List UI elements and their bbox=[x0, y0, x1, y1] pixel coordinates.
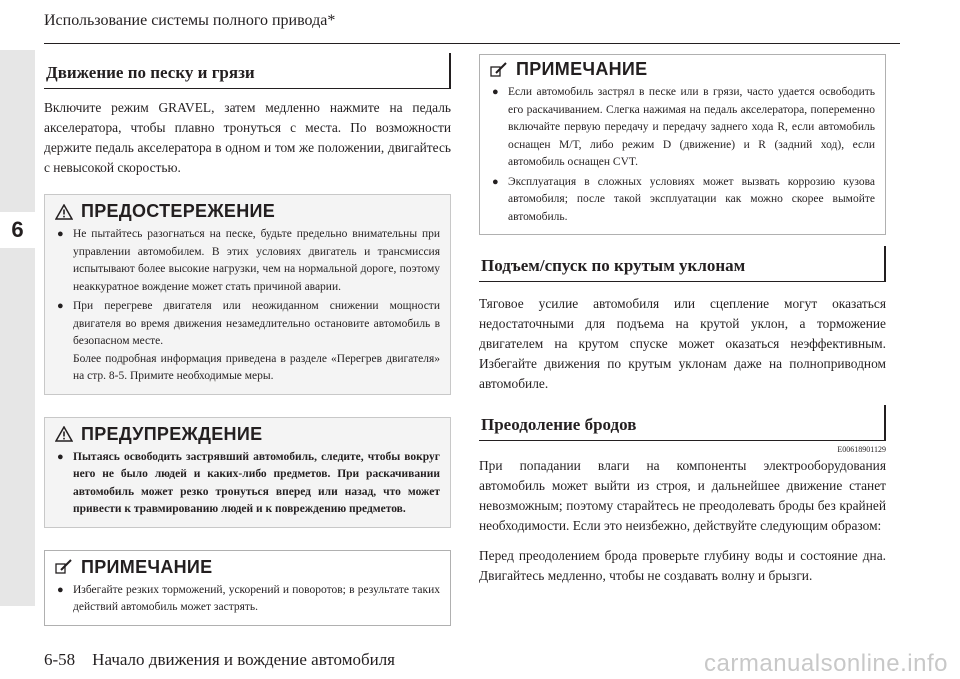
caution-box bbox=[44, 194, 451, 395]
pencil-note-icon bbox=[490, 62, 508, 78]
note-item-text: Эксплуатация в сложных условиях может вызвать коррозию кузова автомобиля; после такой эксплуатации как можно скорее вымойте автомобиль. bbox=[508, 175, 875, 223]
warning-triangle-icon bbox=[55, 426, 73, 442]
page-footer bbox=[44, 650, 395, 670]
watermark: carmanualsonline.info bbox=[704, 650, 948, 677]
chapter-tab: 6 bbox=[0, 212, 35, 248]
caution-title-row bbox=[45, 195, 450, 226]
chapter-sidebar bbox=[0, 50, 35, 606]
note-item-text: Если автомобиль застрял в песке или в грязи, часто удается освободить его раскачиванием. Слегка нажимая на педаль акселератора, попеременно включайте первую передачу и передачу заднего хода R, если автомобиль оснащен M/T, либо режим D (движение) и R (задний ход), если автомобиль оснащен CVT. bbox=[508, 86, 875, 168]
list-item bbox=[57, 298, 440, 386]
list-item bbox=[57, 226, 440, 296]
bullet-icon: ● bbox=[57, 300, 64, 312]
sand-mud-heading bbox=[44, 54, 451, 89]
left-column bbox=[44, 54, 451, 626]
note-title: ПРИМЕЧАНИЕ bbox=[516, 59, 648, 79]
list-item bbox=[492, 84, 875, 172]
ford-text-2: Перед преодолением брода проверьте глубину воды и состояние дна. Двигайтесь медленно, чтобы не создавать волну и брызги. bbox=[479, 548, 886, 583]
bullet-icon: ● bbox=[492, 86, 499, 98]
document-code: E00618901129 bbox=[837, 445, 886, 454]
caution-body bbox=[45, 226, 450, 394]
warning-body bbox=[45, 449, 450, 527]
warning-box bbox=[44, 417, 451, 528]
list-item bbox=[57, 449, 440, 519]
ford-heading bbox=[479, 406, 886, 441]
section-heading: Движение по песку и грязи bbox=[46, 63, 255, 82]
note-item-text: Избегайте резких торможений, ускорений и поворотов; в результате таких действий автомобиль может застрять. bbox=[73, 583, 440, 613]
list-item bbox=[57, 582, 440, 617]
pencil-note-icon bbox=[55, 559, 73, 575]
warning-item-text: Пытаясь освободить застрявший автомобиль, следите, чтобы вокруг него не было людей и каких-либо предметов. При раскачивании автомобиль может резко тронуться вперед или назад, что может привести к травмированию людей и к повреждению предметов. bbox=[73, 450, 440, 515]
bullet-icon: ● bbox=[492, 175, 499, 188]
section-heading: Преодоление бродов bbox=[481, 415, 637, 434]
note-title-row bbox=[480, 55, 885, 84]
note-box-right bbox=[479, 54, 886, 235]
caution-item-extra: Более подробная информация приведена в разделе «Перегрев двигателя» на стр. 8-5. Примите необходимые меры. bbox=[73, 352, 440, 382]
note-title-row bbox=[45, 551, 450, 582]
note-body bbox=[480, 84, 885, 234]
right-column bbox=[479, 54, 886, 586]
warning-title-row bbox=[45, 418, 450, 449]
sand-mud-intro: Включите режим GRAVEL, затем медленно нажмите на педаль акселератора, чтобы плавно тронуться с места. По возможности держите педаль акселератора в одном и том же положении, двигайтесь с невысокой скоростью. bbox=[44, 100, 451, 175]
note-box-left bbox=[44, 550, 451, 626]
caution-title: ПРЕДОСТЕРЕЖЕНИЕ bbox=[81, 201, 276, 221]
warning-triangle-icon bbox=[55, 204, 73, 220]
bullet-icon: ● bbox=[57, 583, 64, 596]
running-title: Использование системы полного привода* bbox=[44, 12, 336, 29]
bullet-icon: ● bbox=[57, 450, 64, 463]
list-item bbox=[492, 174, 875, 227]
bullet-icon: ● bbox=[57, 228, 64, 240]
caution-item-text bbox=[73, 298, 440, 386]
header-rule bbox=[44, 43, 900, 44]
slopes-text: Тяговое усилие автомобиля или сцепление могут оказаться недостаточными для подъема на крутой уклон, а торможение двигателем на крутом спуске может оказаться неэффективным. Избегайте движения по крутым уклонам даже на полноприводном автомобиле. bbox=[479, 296, 886, 391]
ford-text-1: При попадании влаги на компоненты электрооборудования автомобиль может выйти из строя, и дальнейшее движение станет невозможным; поэтому старайтесь не преодолевать броды без крайней необходимости. Если это неизбежно, действуйте следующим образом: bbox=[479, 458, 886, 533]
note-title: ПРИМЕЧАНИЕ bbox=[81, 556, 213, 577]
slopes-heading bbox=[479, 247, 886, 282]
page-number: 6-58 bbox=[44, 650, 76, 669]
caution-item-text: Не пытайтесь разогнаться на песке, будьте предельно внимательны при управлении автомобилем. В этих условиях двигатель и трансмиссия испытывают более высокие нагрузки, чем на нормальной дороге, поэтому неаккуратное вождение может стать причиной аварии. bbox=[73, 228, 440, 293]
section-heading: Подъем/спуск по крутым уклонам bbox=[481, 256, 746, 275]
footer-section-title: Начало движения и вождение автомобиля bbox=[92, 650, 396, 669]
note-body bbox=[45, 582, 450, 625]
caution-item-main: При перегреве двигателя или неожиданном снижении мощности двигателя во время движения незамедлительно остановите автомобиль в безопасном месте. bbox=[73, 300, 440, 347]
warning-title: ПРЕДУПРЕЖДЕНИЕ bbox=[81, 423, 263, 444]
